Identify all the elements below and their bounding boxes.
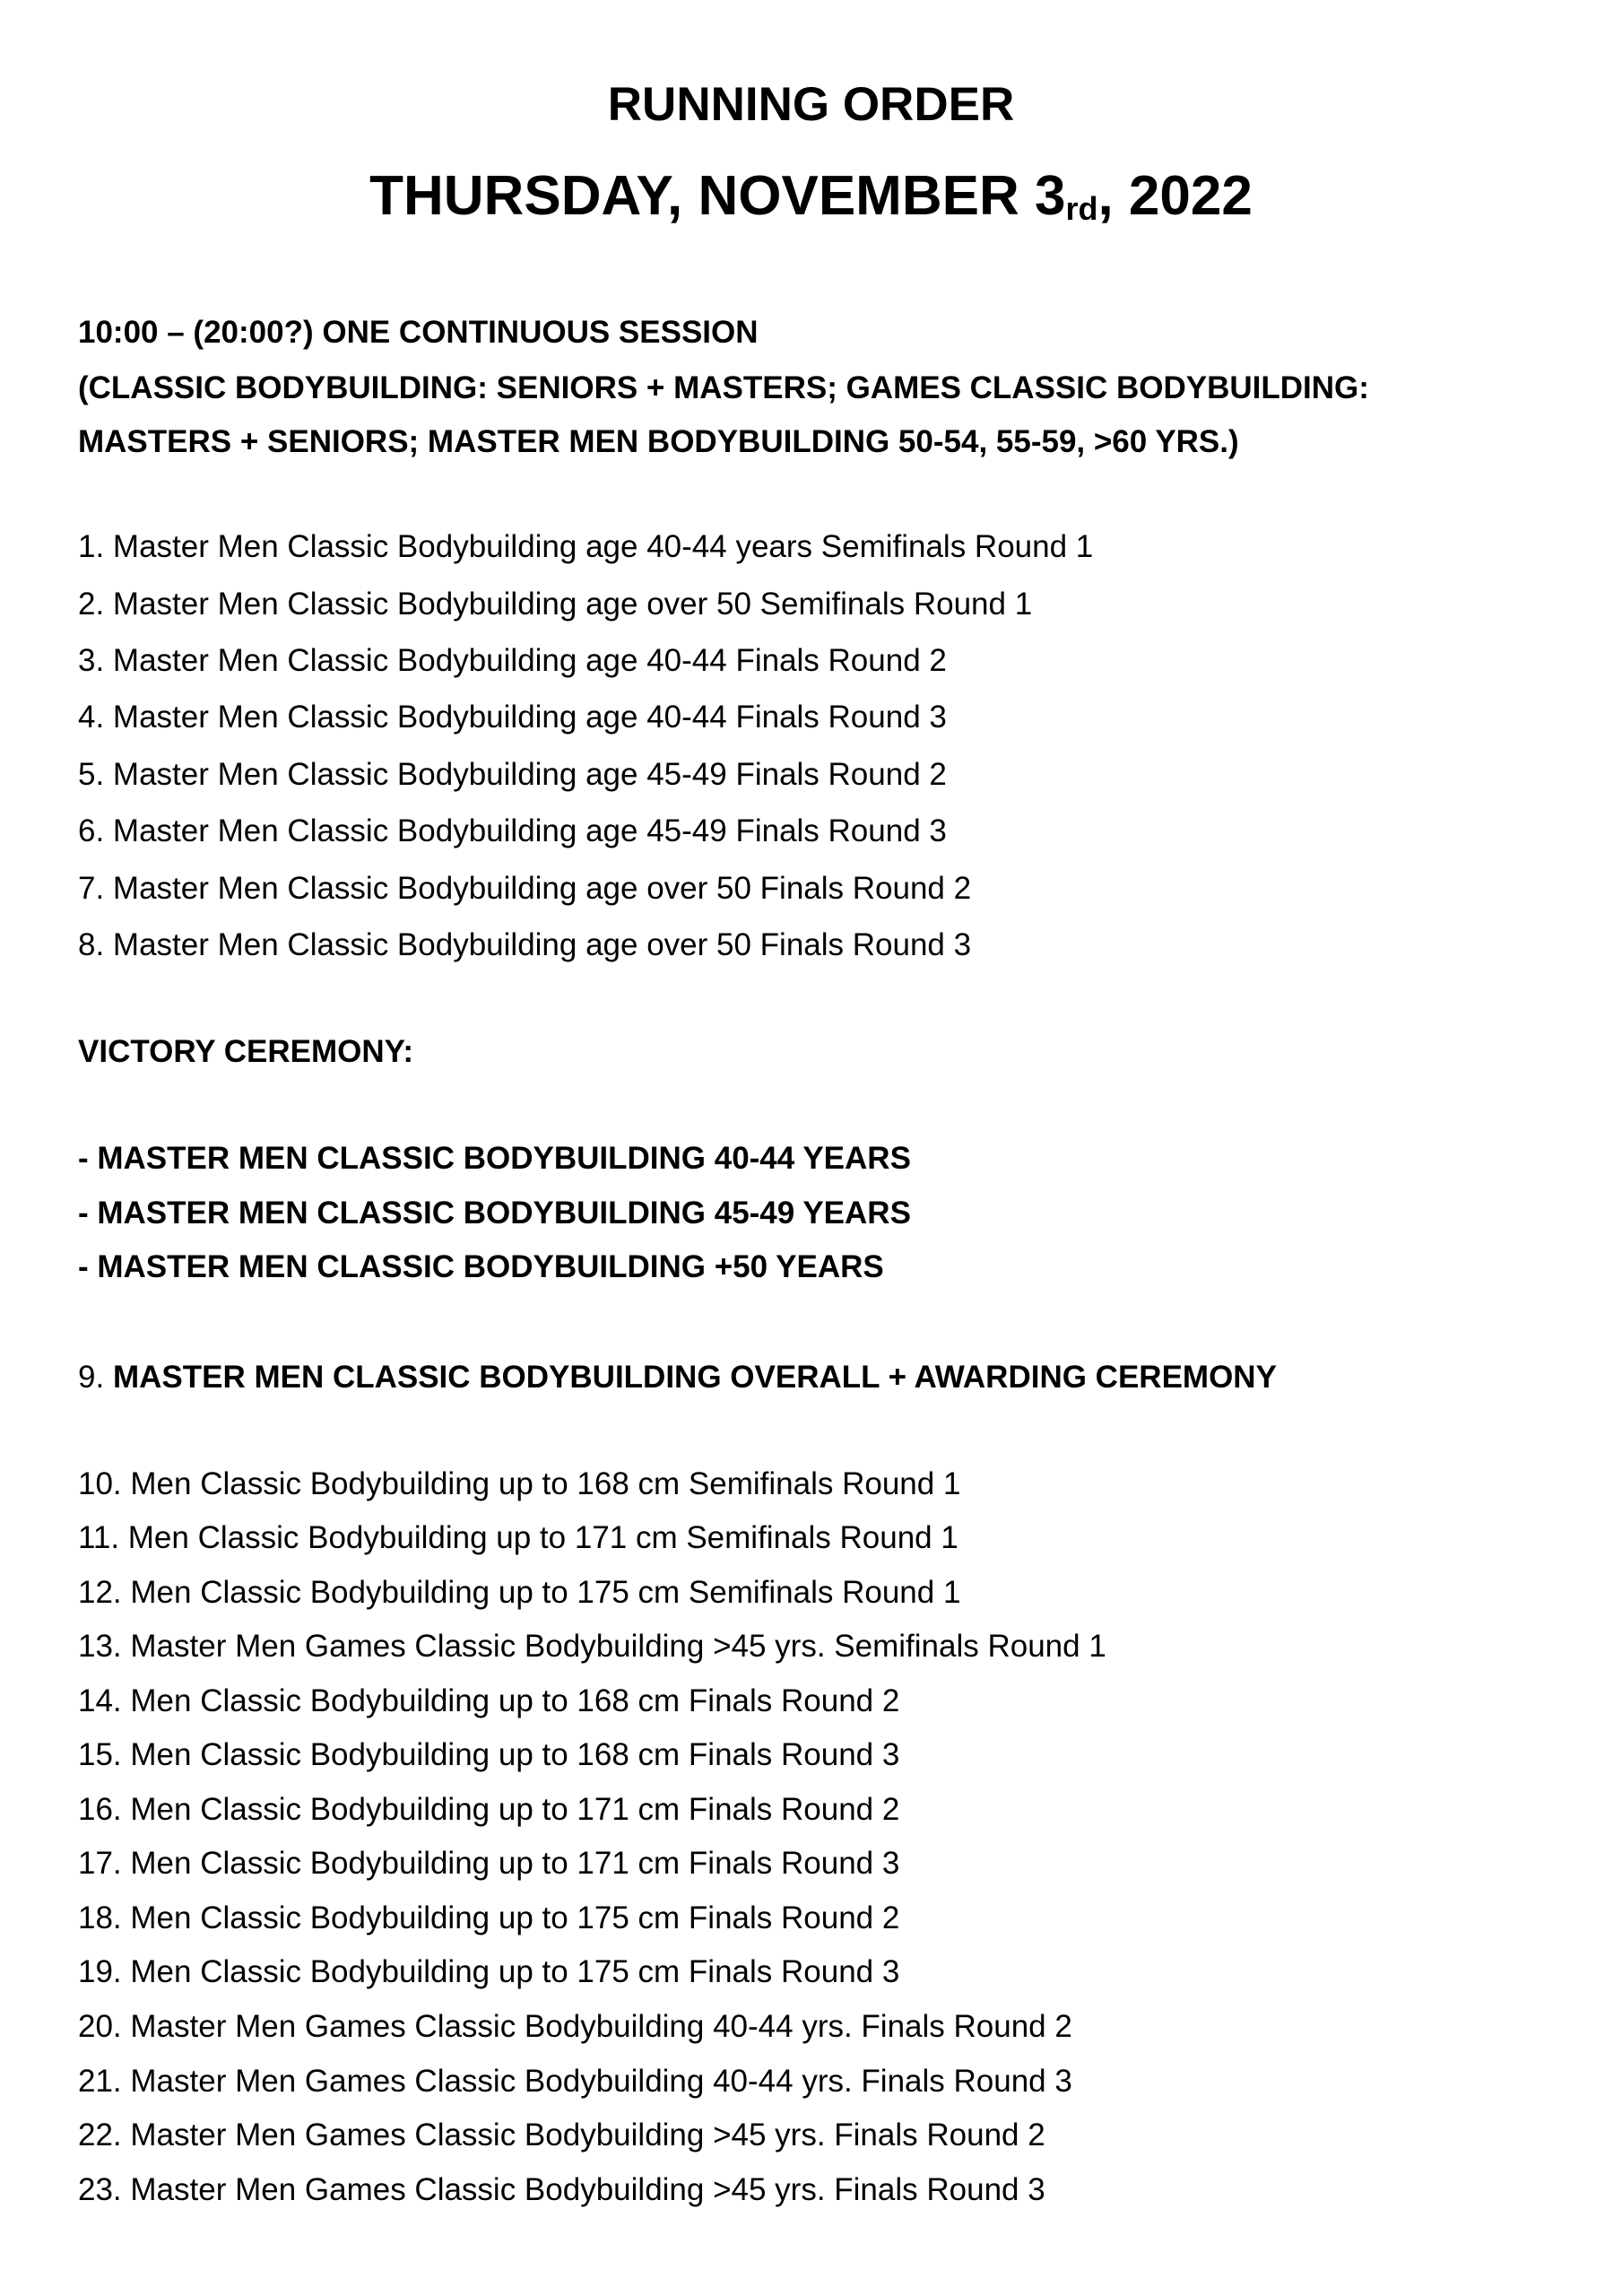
page-title: RUNNING ORDER [607,78,1015,131]
list-item: 7. Master Men Classic Bodybuilding age over 50 Finals Round 2 [78,871,972,906]
list-item: 23. Master Men Games Classic Bodybuilding >45 yrs. Finals Round 3 [78,2172,1045,2207]
list-item: 2. Master Men Classic Bodybuilding age over 50 Semifinals Round 1 [78,587,1033,622]
date-suffix: , 2022 [1097,165,1253,227]
list-item: 13. Master Men Games Classic Bodybuilding >45 yrs. Semifinals Round 1 [78,1629,1106,1664]
session-description-line1: (CLASSIC BODYBUILDING: SENIORS + MASTERS; GAMES CLASSIC BODYBUILDING: [78,370,1369,405]
list-item: 4. Master Men Classic Bodybuilding age 40-44 Finals Round 3 [78,700,947,735]
list-item: 21. Master Men Games Classic Bodybuilding 40-44 yrs. Finals Round 3 [78,2064,1072,2099]
list-item: 22. Master Men Games Classic Bodybuilding >45 yrs. Finals Round 2 [78,2118,1045,2152]
date-ordinal: rd [1065,190,1098,227]
list-item: 5. Master Men Classic Bodybuilding age 45-49 Finals Round 2 [78,757,947,792]
victory-ceremony-item: - MASTER MEN CLASSIC BODYBUILDING +50 YEARS [78,1249,884,1284]
list-item: 19. Men Classic Bodybuilding up to 175 cm Finals Round 3 [78,1954,900,1989]
list-item: 18. Men Classic Bodybuilding up to 175 cm Finals Round 2 [78,1900,900,1935]
list-item-text: MASTER MEN CLASSIC BODYBUILDING OVERALL + AWARDING CEREMONY [112,1360,1277,1395]
list-item: 17. Men Classic Bodybuilding up to 171 cm Finals Round 3 [78,1846,900,1881]
list-item: 15. Men Classic Bodybuilding up to 168 cm Finals Round 3 [78,1737,900,1772]
list-item: 11. Men Classic Bodybuilding up to 171 cm Semifinals Round 1 [78,1520,958,1555]
session-description-line2: MASTERS + SENIORS; MASTER MEN BODYBUILDING 50-54, 55-59, >60 YRS.) [78,424,1239,459]
list-item: 8. Master Men Classic Bodybuilding age over 50 Finals Round 3 [78,927,972,962]
list-item: 6. Master Men Classic Bodybuilding age 45-49 Finals Round 3 [78,813,947,848]
list-item: 1. Master Men Classic Bodybuilding age 40-44 years Semifinals Round 1 [78,529,1094,564]
list-item: 3. Master Men Classic Bodybuilding age 40-44 Finals Round 2 [78,643,947,678]
list-item-overall [78,1359,1277,1396]
session-time: 10:00 – (20:00?) ONE CONTINUOUS SESSION [78,315,759,350]
victory-ceremony-item: - MASTER MEN CLASSIC BODYBUILDING 40-44 YEARS [78,1141,911,1176]
list-item: 14. Men Classic Bodybuilding up to 168 cm Finals Round 2 [78,1683,900,1718]
list-item-number: 9. [78,1360,105,1395]
list-item: 12. Men Classic Bodybuilding up to 175 cm Semifinals Round 1 [78,1575,961,1610]
list-item: 10. Men Classic Bodybuilding up to 168 cm Semifinals Round 1 [78,1466,961,1501]
list-item: 16. Men Classic Bodybuilding up to 171 cm Finals Round 2 [78,1792,900,1827]
page-date [0,163,1622,242]
victory-ceremony-item: - MASTER MEN CLASSIC BODYBUILDING 45-49 YEARS [78,1196,911,1231]
date-prefix: THURSDAY, NOVEMBER 3 [369,165,1066,227]
victory-ceremony-heading: VICTORY CEREMONY: [78,1034,414,1069]
list-item: 20. Master Men Games Classic Bodybuilding 40-44 yrs. Finals Round 2 [78,2009,1072,2044]
